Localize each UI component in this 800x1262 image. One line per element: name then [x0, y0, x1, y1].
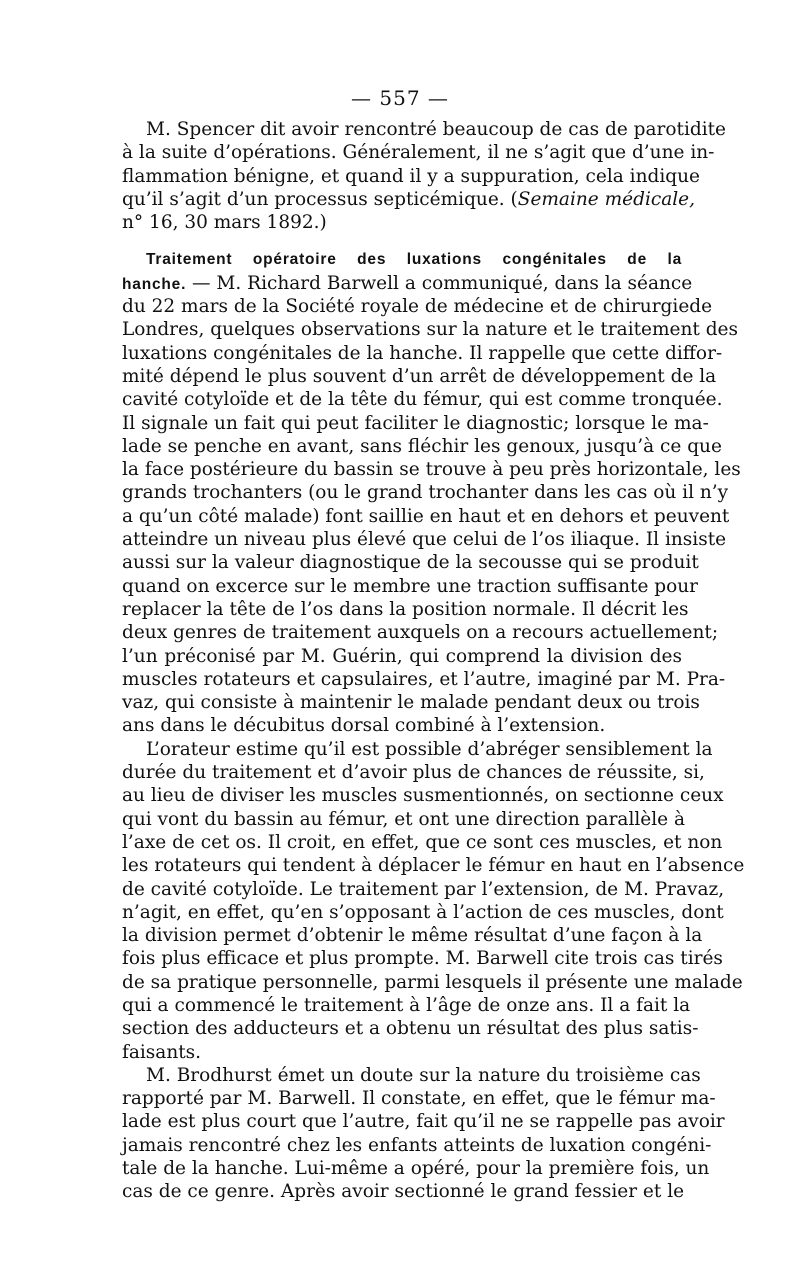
text-line: cavité cotyloïde et de la tête du fémur, qui est comme tronquée. — [122, 389, 723, 411]
text-line: atteindre un niveau plus élevé que celui de l’os iliaque. Il insiste — [122, 529, 727, 551]
text-fragment: — M. Richard Barwell a communiqué, dans la séance — [186, 272, 693, 294]
text-line: n’agit, en effet, qu’en s’opposant à l’action de ces muscles, dont — [122, 901, 724, 923]
text-line: rapporté par M. Barwell. Il constate, en effet, que le fémur ma- — [122, 1088, 716, 1110]
source-citation: Semaine médicale, — [517, 188, 696, 210]
text-line: jamais rencontré chez les enfants atteints de luxation congéni- — [122, 1134, 712, 1156]
text-line: muscles rotateurs et capsulaires, et l’autre, imaginé par M. Pra- — [122, 668, 726, 690]
text-line: Il signale un fait qui peut faciliter le diagnostic; lorsque le ma- — [122, 412, 709, 434]
text-line: durée du traitement et d’avoir plus de chances de réussite, si, — [122, 762, 705, 784]
text-line: qui vont du bassin au fémur, et ont une direction parallèle à — [122, 808, 686, 830]
text-line: flammation bénigne, et quand il y a suppuration, cela indique — [122, 165, 700, 187]
page-number: — 557 — — [351, 86, 449, 110]
text-line: tale de la hanche. Lui-même a opéré, pour la première fois, un — [122, 1158, 710, 1180]
text-line: M. Spencer dit avoir rencontré beaucoup de cas de parotidite — [146, 119, 727, 140]
text-line: L’orateur estime qu’il est possible d’abréger sensiblement la — [146, 738, 713, 760]
text-line — [122, 272, 693, 295]
text-line: lade est plus court que l’autre, fait qu’il ne se rappelle pas avoir — [122, 1111, 725, 1133]
text-line: à la suite d’opérations. Généralement, il ne s’agit que d’une in- — [122, 142, 715, 164]
text-line: aussi sur la valeur diagnostique de la secousse qui se produit — [122, 552, 699, 574]
text-line: n° 16, 30 mars 1892.) — [122, 212, 327, 234]
section-gap — [122, 234, 682, 248]
paragraph-brodhurst — [122, 1064, 725, 1204]
text-line: faisants. — [122, 1041, 202, 1063]
text-fragment: qu’il s’agit d’un processus septicémique. ( — [122, 188, 518, 210]
text-line: qui a commencé le traitement à l’âge de onze ans. Il a fait la — [122, 994, 691, 1016]
text-line: mité dépend le plus souvent d’un arrêt de développement de la — [122, 365, 717, 387]
body-text — [122, 118, 745, 1204]
text-line: cas de ce genre. Après avoir sectionné le grand fessier et le — [122, 1181, 685, 1203]
paragraph-spencer — [122, 118, 727, 234]
text-line: l’axe de cet os. Il croit, en effet, que ce sont ces muscles, et non — [122, 831, 723, 853]
text-line: fois plus efficace et plus prompte. M. Barwell cite trois cas tirés — [122, 948, 723, 970]
text-line: la face postérieure du bassin se trouve à peu près horizontale, les — [122, 459, 741, 481]
text-line: ans dans le décubitus dorsal combiné à l’extension. — [122, 715, 606, 737]
section-heading-end: hanche. — [122, 275, 187, 293]
text-line: vaz, qui consiste à maintenir le malade pendant deux ou trois — [122, 692, 700, 714]
text-line: du 22 mars de la Société royale de médecine et de chirurgiede — [122, 296, 713, 318]
text-line: deux genres de traitement auxquels on a recours actuellement; — [122, 622, 719, 644]
text-line: M. Brodhurst émet un doute sur la nature du troisième cas — [146, 1064, 701, 1086]
text-line: Londres, quelques observations sur la nature et le traitement des — [122, 319, 739, 341]
text-line: de sa pratique personnelle, parmi lesquels il présente une malade — [122, 971, 743, 993]
text-line: la division permet d’obtenir le même résultat d’une façon à la — [122, 925, 703, 947]
text-line: grands trochanters (ou le grand trochanter dans les cas où il n’y — [122, 482, 729, 504]
text-line: de cavité cotyloïde. Le traitement par l’extension, de M. Pravaz, — [122, 878, 725, 900]
text-line: au lieu de diviser les muscles susmentionnés, on sectionne ceux — [122, 785, 724, 807]
section-luxations — [122, 248, 741, 737]
text-line: replacer la tête de l’os dans la position normale. Il décrit les — [122, 598, 689, 620]
text-line: section des adducteurs et a obtenu un résultat des plus satis- — [122, 1018, 699, 1040]
text-line: l’un préconisé par M. Guérin, qui comprend la division des — [122, 645, 682, 667]
text-line: les rotateurs qui tendent à déplacer le fémur en haut en l’absence — [122, 855, 745, 877]
section-heading: Traitement opératoire des luxations congénitales de la — [146, 251, 682, 269]
paragraph-orateur — [122, 738, 745, 1064]
text-line: a qu’un côté malade) font saillie en haut et en dehors et peuvent — [122, 505, 730, 527]
text-line: luxations congénitales de la hanche. Il rappelle que cette diffor- — [122, 342, 723, 364]
text-line: lade se penche en avant, sans fléchir les genoux, jusqu’à ce que — [122, 435, 722, 457]
text-line — [122, 188, 696, 211]
text-line: quand on excerce sur le membre une traction suffisante pour — [122, 575, 699, 597]
